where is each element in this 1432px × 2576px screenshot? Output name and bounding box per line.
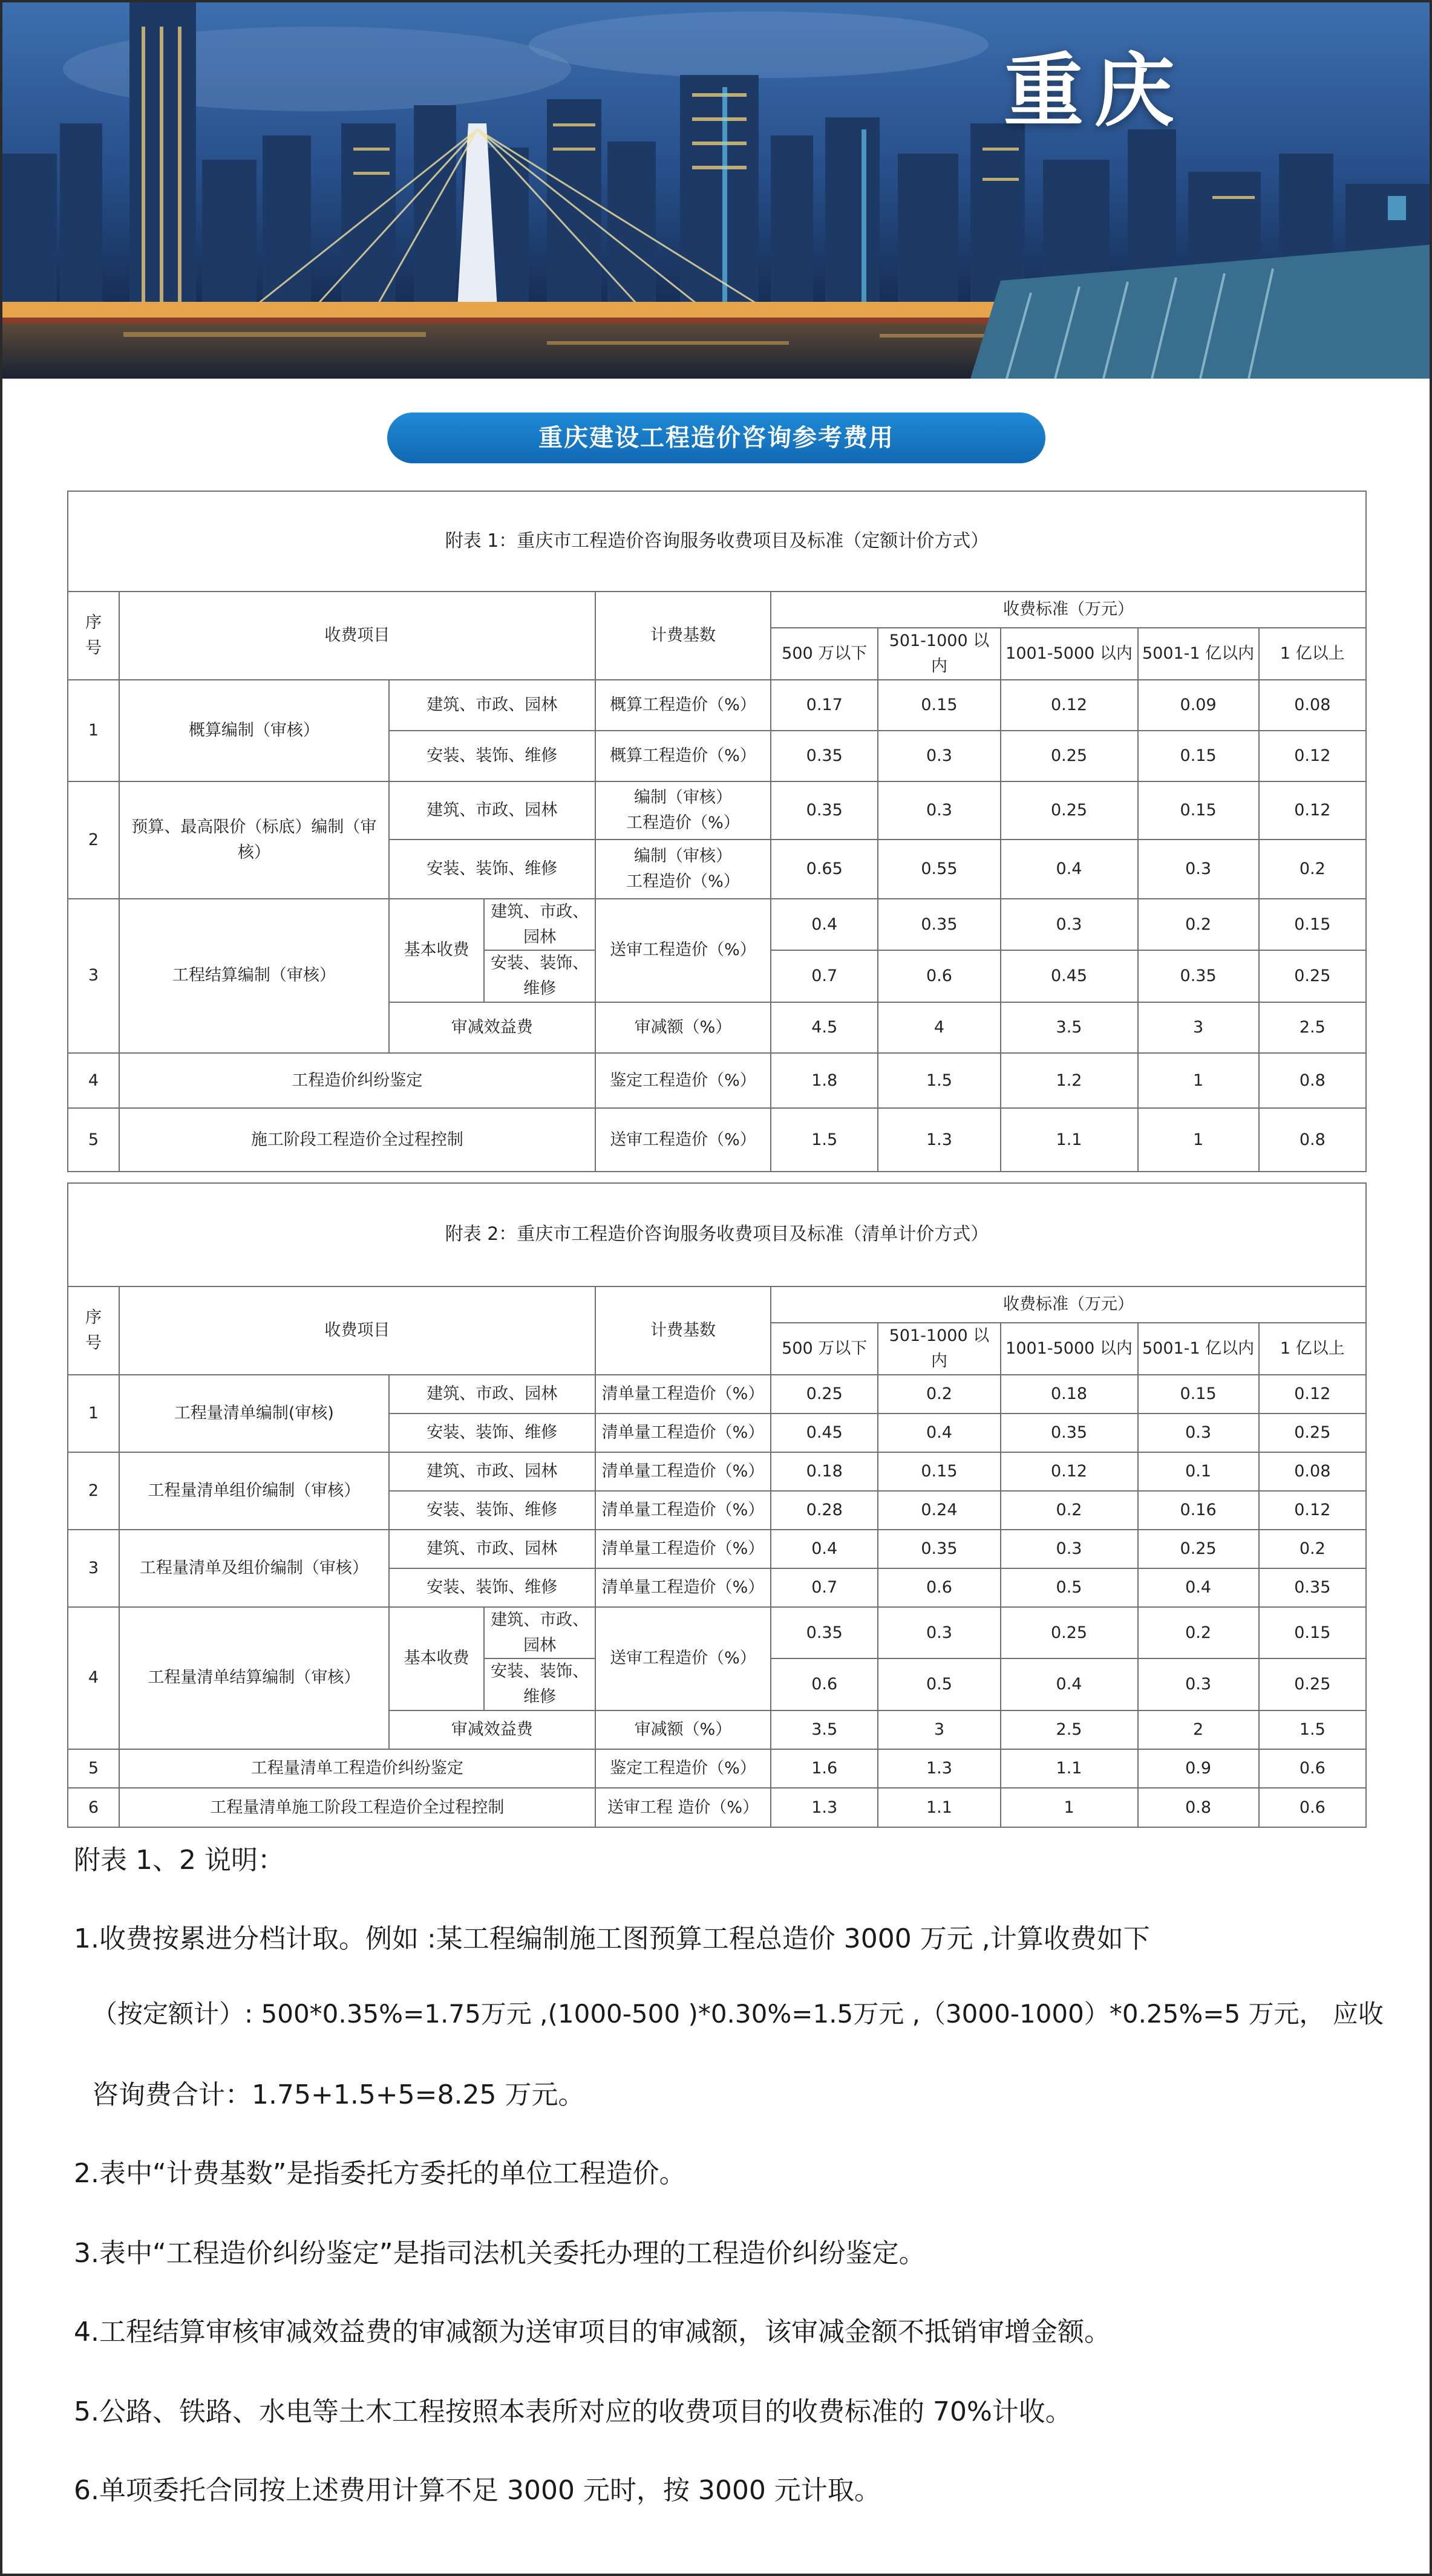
row-basis-line1: 编制（审核）	[633, 846, 732, 866]
row-sub: 建筑、市政、园林	[389, 1452, 595, 1491]
table-row	[68, 680, 1366, 731]
city-night-skyline-image	[2, 2, 1432, 379]
note-item-continued: 咨询费合计：1.75+1.5+5=8.25 万元。	[92, 2079, 585, 2110]
row-basis: 鉴定工程造价（%）	[595, 1749, 771, 1788]
table-row	[68, 1375, 1366, 1414]
cell-value: 1.6	[771, 1749, 878, 1788]
cell-value: 0.25	[1001, 781, 1138, 840]
cell-value: 1.1	[1001, 1108, 1138, 1172]
row-no: 5	[68, 1749, 119, 1788]
row-sub: 安装、装饰、维修	[389, 840, 595, 899]
header-range: 5001-1 亿以内	[1138, 628, 1259, 680]
row-name: 工程量清单及组价编制（审核）	[119, 1530, 389, 1607]
cell-value: 1.1	[1001, 1749, 1138, 1788]
cell-value: 0.7	[771, 1568, 878, 1607]
cell-value: 0.55	[878, 840, 1000, 899]
row-name: 工程量清单施工阶段工程造价全过程控制	[119, 1788, 595, 1827]
row-no: 4	[68, 1053, 119, 1108]
cell-value: 0.65	[771, 840, 878, 899]
header-range: 1001-5000 以内	[1001, 1323, 1138, 1375]
cell-value: 1.8	[771, 1053, 878, 1108]
header-seq-text: 序号	[85, 1308, 102, 1352]
row-basis: 概算工程造价（%）	[595, 731, 771, 781]
cell-value: 0.3	[1138, 1414, 1259, 1452]
row-basis	[595, 840, 771, 899]
row-basis: 清单量工程造价（%）	[595, 1414, 771, 1452]
cell-value: 0.15	[1138, 781, 1259, 840]
header-range: 1001-5000 以内	[1001, 628, 1138, 680]
cell-value: 0.2	[1138, 1607, 1259, 1659]
row-basis-line2: 工程造价（%）	[626, 813, 740, 832]
cell-value: 0.35	[771, 731, 878, 781]
cell-value: 0.35	[1259, 1568, 1366, 1607]
cell-value: 0.15	[1138, 1375, 1259, 1414]
row-basis: 审减额（%）	[595, 1002, 771, 1053]
row-basis: 审减额（%）	[595, 1710, 771, 1749]
fee-table-2	[67, 1182, 1367, 1828]
cell-value: 0.25	[1138, 1530, 1259, 1568]
header-seq	[68, 1286, 119, 1375]
note-item: 4.工程结算审核审减效益费的审减额为送审项目的审减额，该审减金额不抵销审增金额。	[74, 2317, 1111, 2347]
row-no: 2	[68, 1452, 119, 1530]
header-range: 500 万以下	[771, 628, 878, 680]
cell-value: 3	[1138, 1002, 1259, 1053]
cell-value: 0.4	[1138, 1568, 1259, 1607]
cell-value: 0.3	[878, 731, 1000, 781]
cell-value: 0.6	[878, 1568, 1000, 1607]
row-sub: 审减效益费	[389, 1710, 595, 1749]
cell-value: 0.12	[1001, 680, 1138, 731]
cell-value: 4	[878, 1002, 1000, 1053]
note-item-continued: （按定额计）: 500*0.35%=1.75万元 ,(1000-500 )*0.30%=1.5万元 ,（3000-1000）*0.25%=5 万元， 应收	[92, 1999, 1384, 2029]
city-banner	[2, 2, 1432, 379]
cell-value: 0.15	[878, 680, 1000, 731]
cell-value: 0.08	[1259, 680, 1366, 731]
row-no: 3	[68, 899, 119, 1053]
cell-value: 0.12	[1259, 1375, 1366, 1414]
cell-value: 0.2	[1259, 1530, 1366, 1568]
cell-value: 0.2	[878, 1375, 1000, 1414]
fee-table-1	[67, 491, 1367, 1172]
cell-value: 0.9	[1138, 1749, 1259, 1788]
row-basis: 鉴定工程造价（%）	[595, 1053, 771, 1108]
banner-city-title: 重庆	[1004, 44, 1185, 138]
row-name: 工程量清单编制(审核)	[119, 1375, 389, 1452]
cell-value: 0.25	[1001, 731, 1138, 781]
cell-value: 0.6	[1259, 1749, 1366, 1788]
cell-value: 0.12	[1001, 1452, 1138, 1491]
cell-value: 0.8	[1259, 1108, 1366, 1172]
cell-value: 0.6	[771, 1658, 878, 1710]
row-no: 2	[68, 781, 119, 899]
cell-value: 0.45	[1001, 950, 1138, 1002]
table-list-pricing	[67, 1182, 1367, 1828]
header-range: 5001-1 亿以内	[1138, 1323, 1259, 1375]
cell-value: 3.5	[1001, 1002, 1138, 1053]
row-basis: 清单量工程造价（%）	[595, 1375, 771, 1414]
cell-value: 0.2	[1001, 1491, 1138, 1530]
cell-value: 0.4	[1001, 1658, 1138, 1710]
cell-value: 0.12	[1259, 1491, 1366, 1530]
cell-value: 1.2	[1001, 1053, 1138, 1108]
cell-value: 0.16	[1138, 1491, 1259, 1530]
row-sub: 建筑、市政、园林	[389, 1530, 595, 1568]
cell-value: 0.28	[771, 1491, 878, 1530]
cell-value: 1.5	[771, 1108, 878, 1172]
cell-value: 0.17	[771, 680, 878, 731]
header-basis: 计费基数	[595, 592, 771, 680]
row-basis: 送审工程 造价（%）	[595, 1788, 771, 1827]
row-sub: 安装、装饰、维修	[389, 1568, 595, 1607]
cell-value: 0.12	[1259, 731, 1366, 781]
row-sub: 建筑、市政、园林	[484, 1607, 595, 1659]
row-sub: 建筑、市政、园林	[389, 781, 595, 840]
row-sub: 安装、装饰、维修	[389, 1491, 595, 1530]
cell-value: 0.7	[771, 950, 878, 1002]
table-row	[68, 1452, 1366, 1491]
cell-value: 0.35	[771, 781, 878, 840]
cell-value: 0.24	[878, 1491, 1000, 1530]
cell-value: 1.5	[878, 1053, 1000, 1108]
cell-value: 1	[1001, 1788, 1138, 1827]
page-heading: 重庆建设工程造价咨询参考费用	[387, 412, 1045, 463]
cell-value: 0.45	[771, 1414, 878, 1452]
cell-value: 2.5	[1259, 1002, 1366, 1053]
cell-value: 0.3	[1001, 1530, 1138, 1568]
header-item: 收费项目	[119, 1286, 595, 1375]
row-basis: 送审工程造价（%）	[595, 1108, 771, 1172]
row-name: 施工阶段工程造价全过程控制	[119, 1108, 595, 1172]
cell-value: 0.35	[771, 1607, 878, 1659]
row-basis: 清单量工程造价（%）	[595, 1452, 771, 1491]
cell-value: 0.35	[1138, 950, 1259, 1002]
table-caption-row	[68, 1183, 1366, 1286]
row-basis: 清单量工程造价（%）	[595, 1568, 771, 1607]
cell-value: 0.4	[1001, 840, 1138, 899]
cell-value: 4.5	[771, 1002, 878, 1053]
cell-value: 0.08	[1259, 1452, 1366, 1491]
note-item: 1.收费按累进分档计取。例如 :某工程编制施工图预算工程总造价 3000 万元 ,计算收费如下	[74, 1923, 1150, 1954]
header-seq	[68, 592, 119, 680]
table-row	[68, 1530, 1366, 1568]
cell-value: 1.5	[1259, 1710, 1366, 1749]
cell-value: 0.25	[1259, 1414, 1366, 1452]
row-basis-line1: 编制（审核）	[633, 787, 732, 807]
row-basis: 清单量工程造价（%）	[595, 1491, 771, 1530]
cell-value: 0.2	[1138, 899, 1259, 951]
row-base-label: 基本收费	[389, 1607, 485, 1710]
table-row	[68, 899, 1366, 951]
row-basis-line2: 工程造价（%）	[626, 872, 740, 891]
row-base-label: 基本收费	[389, 899, 485, 1002]
cell-value: 0.15	[1138, 731, 1259, 781]
table-caption-row	[68, 491, 1366, 592]
row-no: 5	[68, 1108, 119, 1172]
row-basis: 送审工程造价（%）	[595, 899, 771, 1002]
note-item: 3.表中“工程造价纠纷鉴定”是指司法机关委托办理的工程造价纠纷鉴定。	[74, 2238, 926, 2269]
table-quota-pricing	[67, 491, 1367, 1172]
header-standard: 收费标准（万元）	[771, 1286, 1366, 1323]
note-item: 5.公路、铁路、水电等土木工程按照本表所对应的收费项目的收费标准的 70%计收。	[74, 2396, 1072, 2427]
header-row	[68, 1286, 1366, 1323]
cell-value: 0.4	[771, 899, 878, 951]
cell-value: 1.3	[771, 1788, 878, 1827]
table-row	[68, 781, 1366, 840]
cell-value: 3	[878, 1710, 1000, 1749]
cell-value: 0.35	[878, 1530, 1000, 1568]
cell-value: 0.2	[1259, 840, 1366, 899]
table-row	[68, 1108, 1366, 1172]
cell-value: 0.18	[771, 1452, 878, 1491]
row-basis: 送审工程造价（%）	[595, 1607, 771, 1710]
cell-value: 0.3	[878, 781, 1000, 840]
row-sub: 安装、装饰、维修	[389, 1414, 595, 1452]
cell-value: 2	[1138, 1710, 1259, 1749]
row-name: 概算编制（审核）	[119, 680, 389, 781]
row-name: 工程量清单工程造价纠纷鉴定	[119, 1749, 595, 1788]
table-row	[68, 1788, 1366, 1827]
row-basis: 清单量工程造价（%）	[595, 1530, 771, 1568]
row-sub: 安装、装饰、维修	[389, 731, 595, 781]
cell-value: 0.6	[878, 950, 1000, 1002]
header-item: 收费项目	[119, 592, 595, 680]
header-range: 500 万以下	[771, 1323, 878, 1375]
row-no: 1	[68, 680, 119, 781]
cell-value: 1.3	[878, 1108, 1000, 1172]
row-name: 工程造价纠纷鉴定	[119, 1053, 595, 1108]
row-sub: 建筑、市政、园林	[484, 899, 595, 951]
table-caption: 附表 2：重庆市工程造价咨询服务收费项目及标准（清单计价方式）	[68, 1183, 1366, 1286]
row-basis	[595, 781, 771, 840]
cell-value: 0.3	[1001, 899, 1138, 951]
cell-value: 0.25	[1259, 950, 1366, 1002]
row-name: 工程结算编制（审核）	[119, 899, 389, 1053]
row-basis: 概算工程造价（%）	[595, 680, 771, 731]
cell-value: 0.12	[1259, 781, 1366, 840]
cell-value: 0.3	[1138, 1658, 1259, 1710]
row-sub: 建筑、市政、园林	[389, 1375, 595, 1414]
table-row	[68, 1607, 1366, 1659]
cell-value: 0.5	[1001, 1568, 1138, 1607]
row-no: 3	[68, 1530, 119, 1607]
row-sub: 安装、装饰、维修	[484, 1658, 595, 1710]
cell-value: 0.25	[771, 1375, 878, 1414]
notes-title: 附表 1、2 说明：	[74, 1845, 284, 1876]
cell-value: 1.1	[878, 1788, 1000, 1827]
row-name: 工程量清单组价编制（审核）	[119, 1452, 389, 1530]
cell-value: 0.15	[878, 1452, 1000, 1491]
row-name: 工程量清单结算编制（审核）	[119, 1607, 389, 1749]
cell-value: 0.15	[1259, 899, 1366, 951]
cell-value: 0.4	[878, 1414, 1000, 1452]
cell-value: 3.5	[771, 1710, 878, 1749]
cell-value: 0.4	[771, 1530, 878, 1568]
row-sub: 审减效益费	[389, 1002, 595, 1053]
row-no: 4	[68, 1607, 119, 1749]
cell-value: 0.8	[1259, 1053, 1366, 1108]
cell-value: 2.5	[1001, 1710, 1138, 1749]
header-row	[68, 592, 1366, 628]
note-item: 6.单项委托合同按上述费用计算不足 3000 元时，按 3000 元计取。	[74, 2475, 881, 2506]
header-standard: 收费标准（万元）	[771, 592, 1366, 628]
header-range: 501-1000 以内	[878, 628, 1000, 680]
cell-value: 0.25	[1259, 1658, 1366, 1710]
cell-value: 0.09	[1138, 680, 1259, 731]
cell-value: 0.8	[1138, 1788, 1259, 1827]
cell-value: 1	[1138, 1108, 1259, 1172]
cell-value: 0.35	[1001, 1414, 1138, 1452]
cell-value: 0.18	[1001, 1375, 1138, 1414]
header-seq-text: 序号	[85, 613, 102, 657]
cell-value: 0.5	[878, 1658, 1000, 1710]
cell-value: 0.1	[1138, 1452, 1259, 1491]
cell-value: 1	[1138, 1053, 1259, 1108]
row-no: 6	[68, 1788, 119, 1827]
row-no: 1	[68, 1375, 119, 1452]
note-item: 2.表中“计费基数”是指委托方委托的单位工程造价。	[74, 2158, 686, 2189]
header-range: 1 亿以上	[1259, 1323, 1366, 1375]
cell-value: 0.35	[878, 899, 1000, 951]
cell-value: 0.3	[878, 1607, 1000, 1659]
header-basis: 计费基数	[595, 1286, 771, 1375]
cell-value: 1.3	[878, 1749, 1000, 1788]
cell-value: 0.15	[1259, 1607, 1366, 1659]
header-range: 501-1000 以内	[878, 1323, 1000, 1375]
row-name: 预算、最高限价（标底）编制（审核）	[119, 781, 389, 899]
table-caption: 附表 1：重庆市工程造价咨询服务收费项目及标准（定额计价方式）	[68, 491, 1366, 592]
table-row	[68, 1053, 1366, 1108]
table-row	[68, 1749, 1366, 1788]
cell-value: 0.25	[1001, 1607, 1138, 1659]
row-sub: 建筑、市政、园林	[389, 680, 595, 731]
cell-value: 0.3	[1138, 840, 1259, 899]
cell-value: 0.6	[1259, 1788, 1366, 1827]
row-sub: 安装、装饰、维修	[484, 950, 595, 1002]
header-range: 1 亿以上	[1259, 628, 1366, 680]
